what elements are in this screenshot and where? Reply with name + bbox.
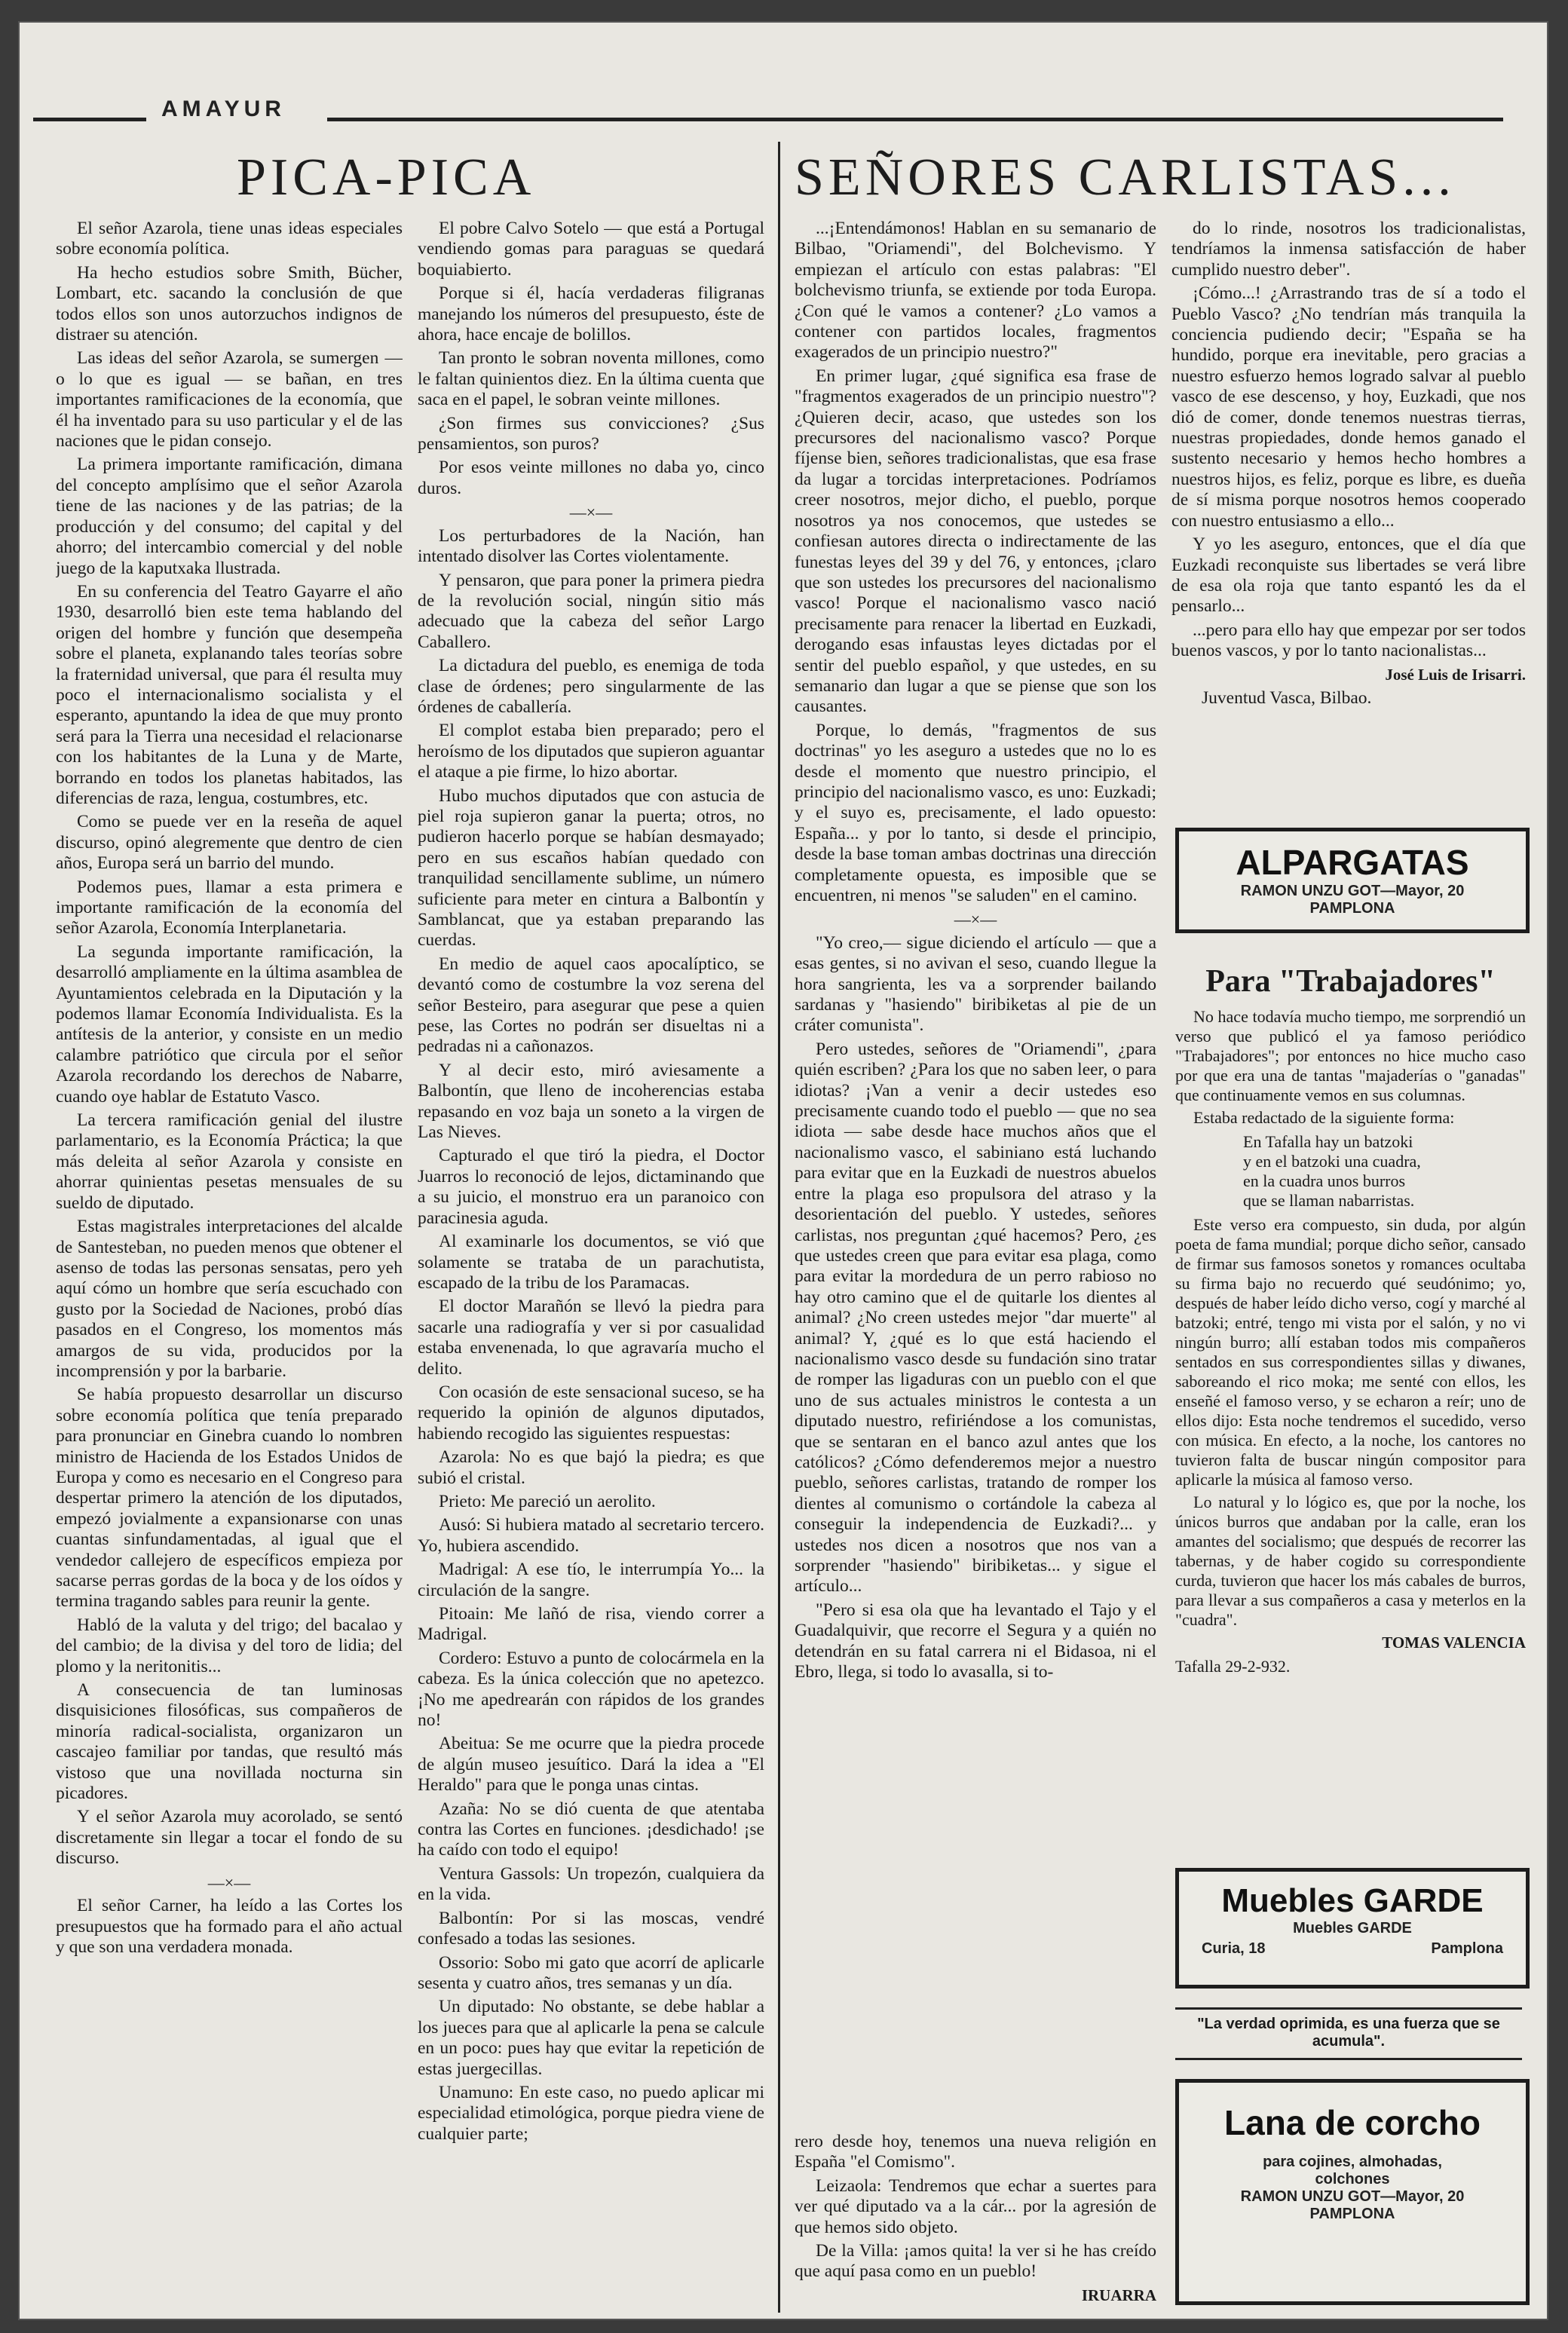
paragraph: Y el señor Azarola muy acorolado, se sentó discretamente sin llegar a tocar el fondo de su discurso. [56, 1807, 403, 1869]
ad-title: ALPARGATAS [1236, 843, 1469, 882]
paragraph: Y pensaron, que para poner la primera piedra de la revolución social, ningún sitio más adecuado que la cabeza del señor Largo Caballero. [418, 570, 764, 652]
paragraph: "Yo creo,— sigue diciendo el artículo — que a esas gentes, si no avivan el seso, cuando llegue la hora sangrienta, les va a sorprender bailando sardanas y "hasiendo" biribiketas al pie de un cráter comunista". [795, 932, 1156, 1036]
paragraph: Estas magistrales interpretaciones del alcalde de Santesteban, no pueden menos que obtener el asenso de todas las personas sensatas, pero yeh aquí cómo un hombre que sería escuchado con gusto por la Sociedad de Naciones, probó días pasados en el Congreso, los momentos más amargos de su vida, producidos por la incomprensión y por la barbarie. [56, 1217, 403, 1381]
masthead-rule-right [327, 118, 1503, 121]
paragraph: El señor Carner, ha leído a las Cortes los presupuestos que ha formado para el año actual y que son una verdadera monada. [56, 1896, 403, 1957]
paragraph: Un diputado: No obstante, se debe hablar a los jueces para que al aplicarle la pena se calcule en un poco: pues hay que evitar la repetición de estas juergecillas. [418, 1997, 764, 2079]
paragraph: Madrigal: A ese tío, le interrumpía Yo... la circulación de la sangre. [418, 1560, 764, 1600]
paragraph: Y yo les aseguro, entonces, que el día que Euzkadi reconquiste sus libertades se verá libre de esa ola roja que tanto espantó les da el pensarlo... [1171, 534, 1526, 617]
verse [1175, 1132, 1526, 1211]
ad-city: Pamplona [1431, 1940, 1503, 1957]
masthead-rule-left [33, 118, 146, 121]
ad-line: RAMON UNZU GOT—Mayor, 20 [1240, 2188, 1465, 2205]
paragraph: Lo natural y lo lógico es, que por la noche, los únicos burros que andaban por la calle, eran los amantes del socialismo; que después de recorrer las tabernas, y de haber cogido su correspondiente curda, tuvieron que hacer los más cabales de burros, para llevar a sus compañeros a casa y meterlos en la "cuadra". [1175, 1493, 1526, 1629]
paragraph: Ha hecho estudios sobre Smith, Bücher, Lombart, etc. sacando la conclusión de que todos ellos son unos autorzuchos indignos de distraer su atención. [56, 262, 403, 345]
paragraph: Hubo muchos diputados que con astucia de piel roja supieron ganar la puerta; otros, no pudieron hacerlo porque se habían desmayado; pero en sus escaños habían quedado con tranquilidad sencillamente sublime, un número suficiente para meter en cintura a Balbontín y Samblancat, que ya estaban preparando las cuerdas. [418, 785, 764, 951]
paragraph: Como se puede ver en la reseña de aquel discurso, opinó alegremente que dentro de cien años, Europa será un barrio del mundo. [56, 812, 403, 874]
paragraph: En medio de aquel caos apocalíptico, se devantó como de costumbre la voz serena del señor Besteiro, para asegurar que pese a quien pese, las Cortes no podrán ser disueltas ni a pedradas ni a cañonazos. [418, 954, 764, 1057]
paragraph: Prieto: Me pareció un aerolito. [439, 1491, 656, 1511]
verse-line: en la cuadra unos burros [1243, 1171, 1406, 1190]
ad-line: Muebles GARDE [1293, 1920, 1412, 1937]
ad-line: para cojines, almohadas, [1263, 2154, 1442, 2170]
paragraph: El señor Azarola, tiene unas ideas especiales sobre economía política. [56, 219, 403, 259]
paragraph: La primera importante ramificación, dimana del concepto amplísimo que el señor Azarola tiene de las naciones y de las patrias; de la producción y del consumo; del capital y del ahorro; del intercambio comercial y del noble juego de la kaputxaka llustrada. [56, 455, 403, 578]
paragraph: El pobre Calvo Sotelo — que está a Portugal vendiendo gomas para paraguas se quedará boquiabierto. [418, 219, 764, 280]
bottom-notes [795, 2132, 1156, 2313]
paragraph: Leizaola: Tendremos que echar a suertes para ver qué diputado va a la cár... por la agresión de que hemos sido objeto. [795, 2175, 1156, 2237]
paragraph: "Pero si esa ola que ha levantado el Tajo y el Guadalquivir, que recorre el Segura y a quién no detendrán en su fatal carrera ni el Bidasoa, ni el Ebro, llega, si todo lo avasalla, si to- [795, 1600, 1156, 1682]
ad-address: Curia, 18 [1202, 1940, 1266, 1957]
paragraph: Balbontín: Por si las moscas, vendré confesado a todas las sesiones. [418, 1908, 764, 1949]
paragraph: Pitoain: Me lañó de risa, viendo correr a Madrigal. [418, 1604, 764, 1645]
paragraph: A consecuencia de tan luminosas disquisiciones filosóficas, sus compañeros de minoría radical-socialista, organizaron un cascajeo familiar por tandas, que resultó más vistoso que una novillada nocturna sin picadores. [56, 1680, 403, 1804]
paragraph: Ausó: Si hubiera matado al secretario tercero. Yo, hubiera ascendido. [418, 1515, 764, 1556]
section-separator: —×— [569, 503, 613, 522]
ad-address-row [1179, 1937, 1526, 1961]
paragraph: do lo rinde, nosotros los tradicionalistas, tendríamos la inmensa satisfacción de haber cumplido nuestro deber". [1171, 219, 1526, 280]
signature: TOMAS VALENCIA [1382, 1633, 1526, 1652]
left-article-col2 [418, 219, 764, 2314]
paragraph: Con ocasión de este sensacional suceso, se ha requerido la opinión de algunos diputados, habiendo recogido las siguientes respuestas: [418, 1382, 764, 1444]
paragraph: Los perturbadores de la Nación, han intentado disolver las Cortes violentamente. [418, 525, 764, 567]
author-signature: José Luis de Irisarri. [1385, 665, 1526, 684]
paragraph: El complot estaba bien preparado; pero el heroísmo de los diputados que supieron aguantar el ataque a pie firme, lo hizo abortar. [418, 721, 764, 782]
signature: IRUARRA [1081, 2286, 1156, 2304]
paragraph: La dictadura del pueblo, es enemiga de toda clase de órdenes; pero singularmente de las órdenes de caballería. [418, 656, 764, 717]
paragraph: Capturado el que tiró la piedra, el Doctor Juarros lo reconoció de lejos, dictaminando que a su juicio, el monstruo era un paranoico con paracinesia aguda. [418, 1146, 764, 1228]
ad-muebles-garde [1175, 1868, 1530, 1989]
right-article-col4 [1171, 219, 1526, 822]
paragraph: Ventura Gassols: Un tropezón, cualquiera da en la vida. [418, 1863, 764, 1905]
paragraph: Porque, lo demás, "fragmentos de sus doctrinas" yo les aseguro a ustedes que no lo es desde el momento que nuestro principio, el principio del nacionalismo vasco, es uno: Euzkadi; y el suyo es, precisamente, el lado opuesto: España... y por lo tanto, si desde el principio, desde la base toman ambas doctrinas una dirección completamente opuesta, es imposible que se encuentren, ni menos "se saluden" en el camino. [795, 720, 1156, 905]
paragraph: Este verso era compuesto, sin duda, por algún poeta de fama mundial; porque dicho señor, cansado de firmar sus famosos sonetos y romances ocultaba su firma bajo no recuerdo qué seudónimo; yo, después de haber leído dicho verso, cogí y marché al batzoki; entré, tengo mi vista por el salón, y no vi ningún burro; allí estaban todos mis compañeros sentados en sus correspondientes sillas y diwanes, saboreando el rico moka; me senté con ellos, les enseñé el famoso verso, y se echaron a reír; uno de ellos dijo: Esta noche tendremos el sucedido, verso con música. En efecto, a la noche, los cantores no tuvieron falta de buscar ningún compositor para aplicarle la música al famoso verso. [1175, 1215, 1526, 1489]
paragraph: ...¡Entendámonos! Hablan en su semanario de Bilbao, "Oriamendi", del Bolchevismo. Y empiezan el artículo con estas palabras: "El bolchevismo triunfa, se extiende por toda Europa. ¿Con qué le vamos a contener? ¿Lo vamos a contener con partidos locales, fragmentos exagerados de un principio nuestro?" [795, 219, 1156, 363]
right-article-col3 [795, 219, 1156, 2118]
paragraph: Tan pronto le sobran noventa millones, como le faltan quinientos diez. En la última cuenta que saca en el papel, le sobran veinte millones. [418, 348, 764, 410]
right-article-title: SEÑORES CARLISTAS... [795, 148, 1456, 207]
paragraph: En primer lugar, ¿qué significa esa frase de "fragmentos exagerados de un principio nuestro"? ¿Quieren decir, acaso, que ustedes son los precursores del nacionalismo vasco? Porque fíjense bien, señores tradicionalistas, que esa frase da lugar a torcidas interpretaciones. Podríamos creer nosotros, mejor dicho, el pueblo, porque nosotros ya nos conocemos, que ustedes se confiesan autores directa o indirectamente de las funestas leyes del 39 y del 76, y entonces, ¡claro que son ustedes los precursores del nacionalismo vasco! Porque el nacionalismo vasco nació precisamente para renacer la libertad en Euzkadi, derogando esas infaustas leyes dictadas por el sentir del pueblo español, y que ustedes, en su semanario dan lugar a que se piense que son los causantes. [795, 366, 1156, 717]
paragraph: ¿Son firmes sus convicciones? ¿Sus pensamientos, son puros? [418, 413, 764, 455]
ad-line: PAMPLONA [1309, 2206, 1395, 2222]
paragraph: Ossorio: Sobo mi gato que acorrí de aplicarle sesenta y cuatro años, tres semanas y un día. [418, 1952, 764, 1993]
paragraph: Pero ustedes, señores de "Oriamendi", ¿para quién escriben? ¿Para los que no saben leer, o para idiotas? ¡Van a venir a decir ustedes eso precisamente cuando todo el pueblo — que no sea idiota — sabe desde hace muchos años que el nacionalismo vasco, el sabiniano está luchando para evitar que en la Euzkadi de nuestros abuelos entre la plaga eso propulsora del atraso y la desorientación del pueblo. Y ustedes, señores carlistas, nos preguntan ¿qué hacemos? Pero, ¿es que ustedes creen que para evitar esa plaga, como para evitar la mordedura de un perro rabioso no hay otro camino que el de quitarle los dientes al animal? ¿No creen ustedes mejor "dar muerte" al animal? Y, ¿qué es lo que está haciendo el nacionalismo vasco desde su fundación sino tratar de romper las ligaduras con un pueblo con el que uno de sus actuales ministros le contesta a un diputado nuestro, refiriéndose a los comunistas, que se sentaran en el banco azul antes que los católicos? ¿Cómo defenderemos mejor a nuestro pueblo, señores carlistas, tratando de romper los dientes al comunismo o cortándole la cabeza al conseguir la independencia de Euzkadi?... y ustedes nos dicen a nosotros que nos van a sorprender "hasiendo" biribiketas... y sigue el artículo... [795, 1039, 1156, 1597]
paragraph: Cordero: Estuvo a punto de colocármela en la cabeza. Es la única colección que no apetezco. ¡No me apedrearán con rápidos de los grandes no! [418, 1648, 764, 1731]
ad-title: Lana de corcho [1224, 2103, 1481, 2142]
paragraph: Unamuno: En este caso, no puedo aplicar mi especialidad etimológica, porque piedra viene de cualquier parte; [418, 2082, 764, 2144]
section-body [1175, 1007, 1526, 1676]
trabajadores-section [1175, 963, 1526, 1860]
verse-line: En Tafalla hay un batzoki [1243, 1132, 1413, 1151]
ad-lana-de-corcho [1175, 2079, 1530, 2305]
paragraph: En su conferencia del Teatro Gayarre el año 1930, desarrolló bien este tema hablando del origen del hombre y función que desempeña sobre el planeta, explanando tales teorías sobre la fraternidad universal, que para él resulta muy poco el internacionalismo socialista y el esperanto, apuntando la idea de que muy pronto será para la Tierra una necesidad el relacionarse con los habitantes de la Luna y de Marte, borrando en todos los planetas habitados, las diferencias de raza, lengua, costumbres, etc. [56, 581, 403, 808]
left-article-title: PICA-PICA [237, 148, 536, 207]
newspaper-page [18, 21, 1548, 2320]
verse-line: que se llaman nabarristas. [1243, 1191, 1415, 1210]
section-separator: —×— [207, 1872, 251, 1892]
section-title: Para "Trabajadores" [1205, 964, 1496, 999]
paragraph: Por esos veinte millones no daba yo, cinco duros. [418, 458, 764, 498]
left-article-col1 [56, 219, 403, 2314]
author-organization: Juventud Vasca, Bilbao. [1202, 687, 1372, 708]
paragraph: Al examinarle los documentos, se vió que solamente se trataba de un parachutista, escapado de la tribu de los Paramacas. [418, 1232, 764, 1293]
paragraph: ...pero para ello hay que empezar por ser todos buenos vascos, y por lo tanto nacionalistas... [1171, 620, 1526, 661]
paragraph: Se había propuesto desarrollar un discurso sobre economía política que tenía preparado para pronunciar en Ginebra cuando lo nombren ministro de Hacienda de los Estados Unidos de Europa y como es necesario en el Congreso para despertar primero la atención de los diputados, empezó jovialmente a expansionarse con unas cuantas sinfundamentadas, al igual que el vendedor callejero de específicos empieza por sacarse perras gordas de la boca y de los oídos y termina tragando sables para reunir la gente. [56, 1385, 403, 1612]
column-divider [778, 142, 780, 2313]
ad-line: colchones [1315, 2171, 1390, 2188]
newspaper-name: AMAYUR [161, 96, 286, 121]
paragraph: Abeitua: Se me ocurre que la piedra procede de algún museo jesuítico. Dará la idea a "El Heraldo" para que le ponga unas cintas. [418, 1734, 764, 1796]
ad-line: PAMPLONA [1309, 900, 1395, 917]
paragraph: Las ideas del señor Azarola, se sumergen — o lo que es igual — se bañan, en tres importantes ramificaciones de la economía, que él ha inventado para su uso particular y el de las naciones que le pidan consejo. [56, 348, 403, 452]
ad-alpargatas [1175, 828, 1530, 933]
paragraph: El doctor Marañón se llevó la piedra para sacarle una radiografía y ver si por casualidad estaba envenenada, lo que agravaría mucho el delito. [418, 1297, 764, 1379]
paragraph: No hace todavía mucho tiempo, me sorprendió un verso que publicó el ya famoso periódico "Trabajadores"; por entonces no hice mucho caso por que era una de tantas "majaderías o "ganadas" que continuamente vemos en sus columnas. [1175, 1007, 1526, 1104]
paragraph: De la Villa: ¡amos quita! la ver si he has creído que aquí pasa como en un pueblo! [795, 2241, 1156, 2282]
section-separator: —×— [954, 910, 997, 929]
quote-box: "La verdad oprimida, es una fuerza que se acumula". [1175, 2007, 1522, 2060]
paragraph: Podemos pues, llamar a esta primera e importante ramificación de la economía del señor Azarola, Economía Interplanetaria. [56, 877, 403, 938]
paragraph: Azaña: No se dió cuenta de que atentaba contra las Cortes en funciones. ¡desdichado! ¡se ha caído con todo el equipo! [418, 1799, 764, 1860]
paragraph: Estaba redactado de la siguiente forma: [1193, 1108, 1455, 1127]
paragraph: Porque si él, hacía verdaderas filigranas manejando los números del presupuesto, éste de ahora, hace encaje de bolillos. [418, 283, 764, 345]
ad-title: Muebles GARDE [1221, 1882, 1484, 1919]
date: Tafalla 29-2-932. [1175, 1657, 1291, 1676]
paragraph: La segunda importante ramificación, la desarrolló ampliamente en la última asamblea de Ayuntamientos celebrada en la Diputación y la podemos llamar Economía Individualista. Es la antítesis de la anterior, y consiste en un medio calambre patriótico que circula por el señor Azarola recordando los derechos de Nabarre, cuando oye hablar de Estatuto Vasco. [56, 941, 403, 1107]
ad-line: RAMON UNZU GOT—Mayor, 20 [1240, 883, 1465, 899]
masthead [33, 96, 1541, 142]
paragraph: Y al decir esto, miró aviesamente a Balbontín, que lleno de incoherencias estaba repasando en voz baja un soneto a la virgen de Las Nieves. [418, 1060, 764, 1143]
paragraph: La tercera ramificación genial del ilustre parlamentario, es la Economía Práctica; la que más deleita al señor Azarola y consiste en ahorrar quinientas pesetas mensuales de su sueldo de diputado. [56, 1110, 403, 1213]
paragraph: ¡Cómo...! ¿Arrastrando tras de sí a todo el Pueblo Vasco? ¿No tendrían más tranquila la conciencia pudiendo decir; "España se ha hundido, porque era inevitable, pero gracias a nuestro esfuerzo hemos logrado salvar al pueblo vasco de ese descenso, y hoy, Euzkadi, que nos dió de comer, donde tenemos nuestras tierras, nuestras propiedades, donde hemos ganado el sustento necesario y hemos hecho hombres a nuestros hijos, es feliz, porque es libre, es dueña de sí misma porque nosotros hemos cooperado con nuestro entusiasmo a ello... [1171, 283, 1526, 531]
paragraph: Azarola: No es que bajó la piedra; es que subió el cristal. [418, 1447, 764, 1488]
verse-line: y en el batzoki una cuadra, [1243, 1152, 1421, 1171]
paragraph: Habló de la valuta y del trigo; del bacalao y del cambio; de la divisa y del toro de lidia; del plomo y la neritonitis... [56, 1615, 403, 1676]
paragraph: rero desde hoy, tenemos una nueva religión en España "el Comismo". [795, 2132, 1156, 2172]
